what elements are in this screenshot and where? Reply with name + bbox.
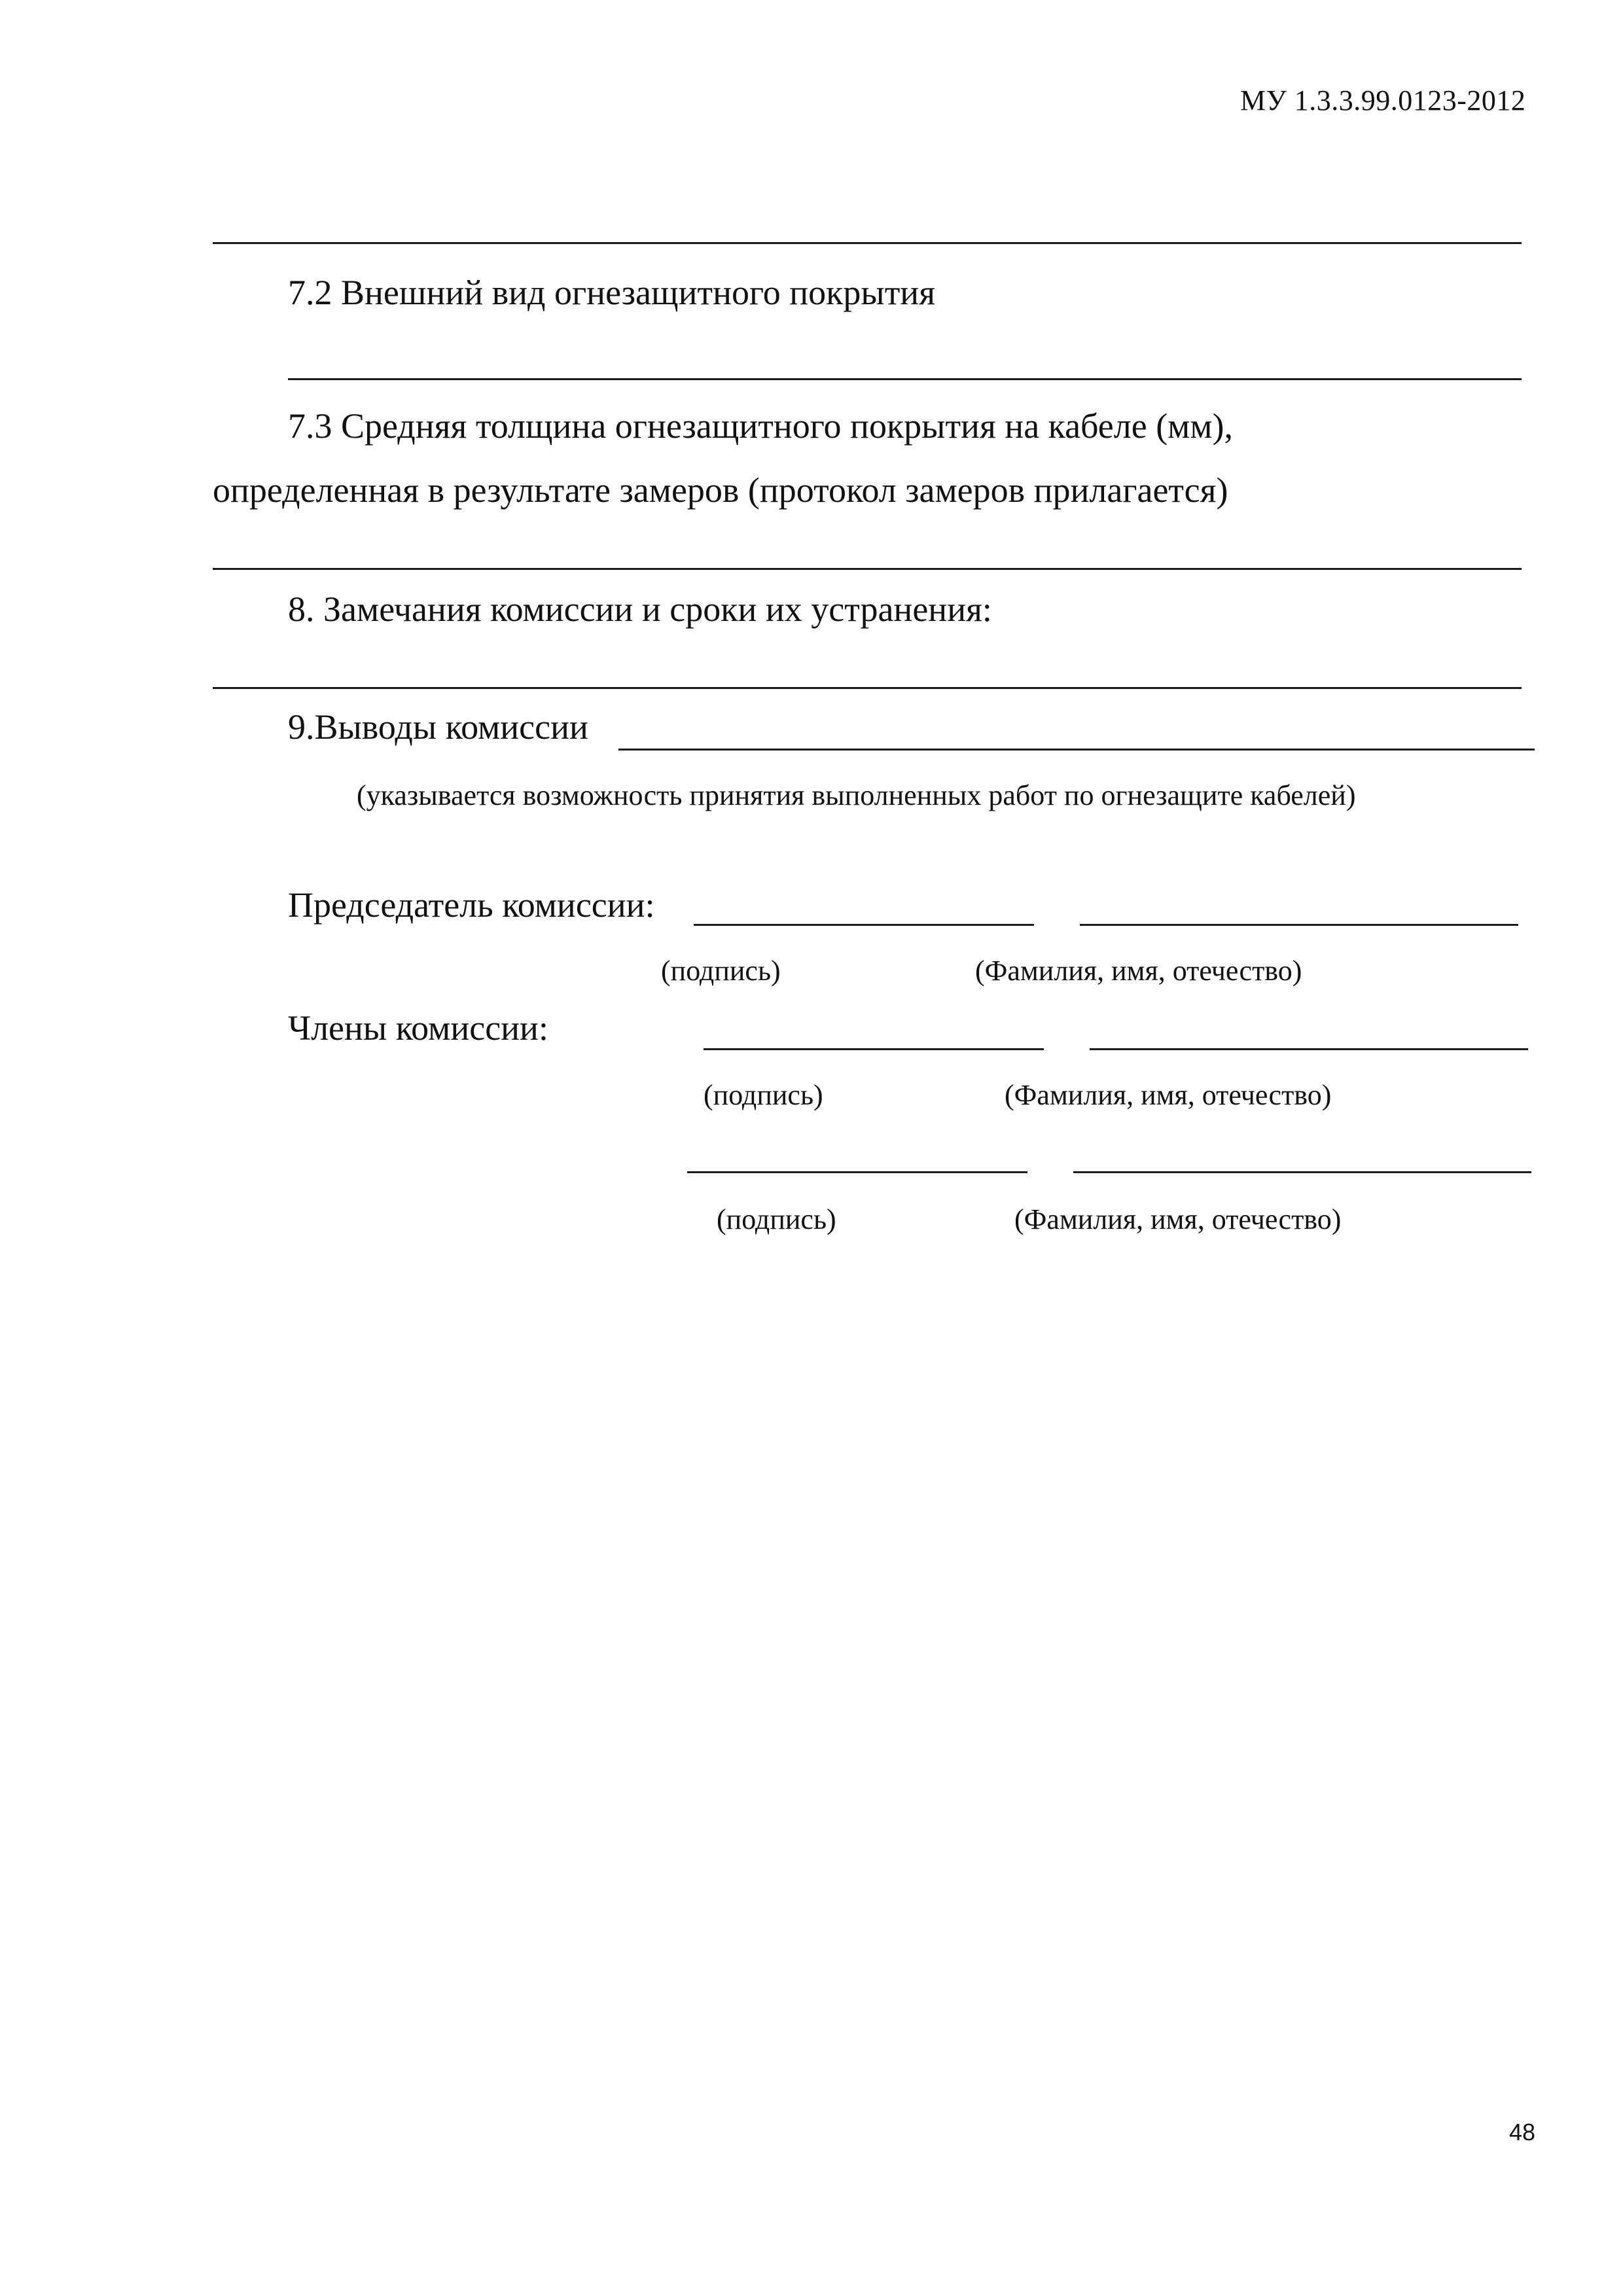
member-2-name-line[interactable] [1073,1171,1531,1173]
section-7-3-line2: определенная в результате замеров (протокол замеров прилагается) [213,470,1228,510]
chairman-name-line[interactable] [1080,924,1518,926]
chairman-label: Председатель комиссии: [288,885,655,925]
section-8-text: 8. Замечания комиссии и сроки их устранения: [288,590,992,629]
chairman-name-caption: (Фамилия, имя, отечество) [975,955,1302,987]
members-label: Члены комиссии: [288,1008,548,1048]
member-2-name-caption: (Фамилия, имя, отечество) [1014,1203,1342,1235]
member-1-name-caption: (Фамилия, имя, отечество) [1005,1079,1332,1111]
fill-line-7-1 [213,242,1522,244]
fill-line-8[interactable] [213,687,1522,689]
document-code: МУ 1.3.3.99.0123-2012 [1240,84,1526,116]
member-1-signature-line[interactable] [704,1048,1044,1050]
member-1-name-line[interactable] [1090,1048,1528,1050]
fill-line-7-2[interactable] [288,378,1522,380]
member-1-signature-caption: (подпись) [704,1079,823,1111]
fill-line-7-3[interactable] [213,568,1522,570]
page-number: 48 [1509,2119,1536,2146]
fill-line-9[interactable] [618,749,1535,751]
member-2-signature-line[interactable] [687,1171,1027,1173]
member-2-signature-caption: (подпись) [717,1203,836,1235]
chairman-signature-caption: (подпись) [661,955,781,987]
section-9-hint: (указывается возможность принятия выполненных работ по огнезащите кабелей) [357,779,1356,811]
section-7-3-line1: 7.3 Средняя толщина огнезащитного покрытия на кабеле (мм), [288,406,1233,446]
chairman-signature-line[interactable] [694,924,1034,926]
section-9-label: 9.Выводы комиссии [288,707,588,747]
section-7-2-text: 7.2 Внешний вид огнезащитного покрытия [288,273,936,312]
